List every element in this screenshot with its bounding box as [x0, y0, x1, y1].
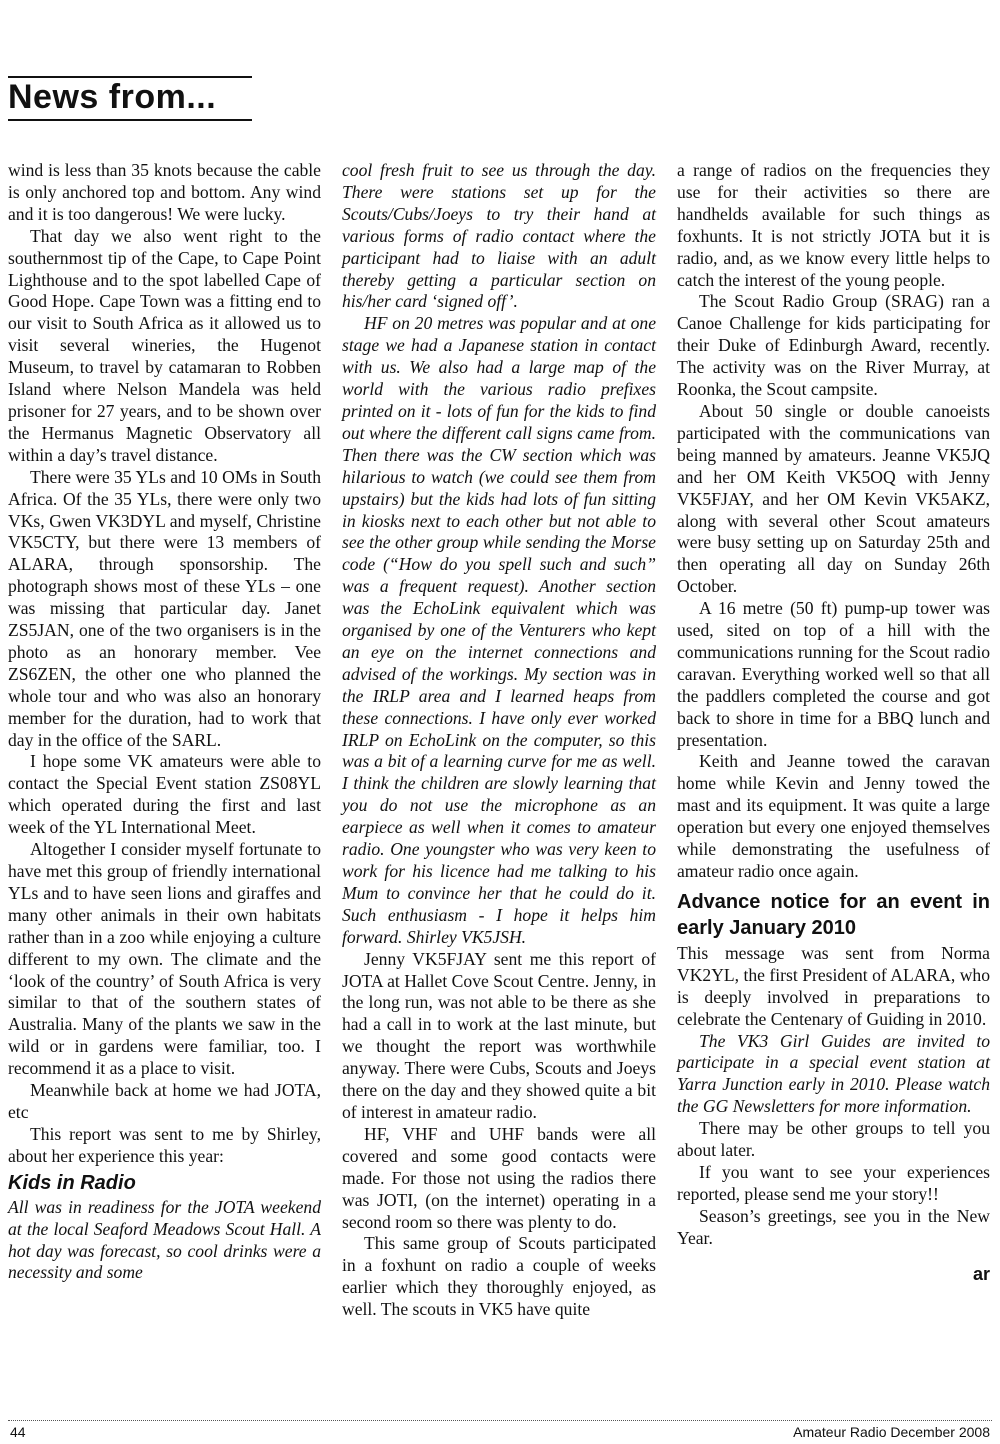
- paragraph: There may be other groups to tell you about later.: [677, 1118, 990, 1161]
- paragraph: Altogether I consider myself fortunate to have met this group of friendly international YLs and to have seen lions and giraffes and many other animals in their own habitats rather than in a zoo while enjoying a culture different to my own. The climate and the ‘look of the country’ of South Africa is very similar to that of the southern states of Australia. Many of the plants we saw in the wild or in gardens were familiar, too. I recommend it as a place to visit.: [8, 839, 321, 1079]
- paragraph: This message was sent from Norma VK2YL, the first President of ALARA, who is deeply involved in preparations to celebrate the Centenary of Guiding in 2010.: [677, 942, 990, 1029]
- paragraph: Keith and Jeanne towed the caravan home while Kevin and Jenny towed the mast and its equipment. It was quite a large operation but every one enjoyed themselves while demonstrating the usefulness of amateur radio once again.: [677, 751, 990, 881]
- paragraph: Meanwhile back at home we had JOTA, etc: [8, 1080, 321, 1122]
- paragraph: The Scout Radio Group (SRAG) ran a Canoe Challenge for kids participating for their Duke of Edinburgh Award, recently. The activity was on the River Murray, at Roonka, the Scout campsite.: [677, 291, 990, 400]
- paragraph: This report was sent to me by Shirley, about her experience this year:: [8, 1123, 321, 1166]
- paragraph: The VK3 Girl Guides are invited to participate in a special event station at Yarra Junction early in 2010. Please watch the GG Newsletters for more information.: [677, 1030, 990, 1117]
- subheading-kids-in-radio: Kids in Radio: [8, 1171, 136, 1194]
- paragraph: All was in readiness for the JOTA weekend at the local Seaford Meadows Scout Hall. A hot day was forecast, so cool drinks were a necessity and some: [8, 1196, 321, 1283]
- column-1: [8, 160, 321, 1284]
- paragraph: Jenny VK5FJAY sent me this report of JOTA at Hallet Cove Scout Centre. Jenny, in the long run, was not able to be there as she had a call in to work at the last minute, but we thought the report was worthwhile anyway. There were Cubs, Scouts and Joeys there on the day and they showed quite a bit of interest in amateur radio.: [342, 948, 656, 1122]
- paragraph: cool fresh fruit to see us through the day. There were stations set up for the Scouts/Cubs/Joeys to try their hand at various forms of radio contact where the participant had to liaise with an adult thereby getting a particular section on his/her card ‘signed off’.: [342, 160, 656, 312]
- paragraph: A 16 metre (50 ft) pump-up tower was used, sited on top of a hill with the communications running for the Scout radio caravan. Everything worked well so that all the paddlers completed the course and got back to shore in time for a BBQ lunch and presentation.: [677, 598, 990, 750]
- paragraph: wind is less than 35 knots because the cable is only anchored top and bottom. Any wind and it is too dangerous! We were lucky.: [8, 160, 321, 224]
- header-bottom-rule: [8, 119, 252, 121]
- paragraph: HF on 20 metres was popular and at one stage we had a Japanese station in contact with us. We also had a large map of the world with the various radio prefixes printed on it - lots of fun for the kids to find out where the different call signs came from. Then there was the CW section which was hilarious to watch (we could see them from upstairs) but the kids had lots of fun sitting in kiosks next to each other but not able to see the other group while sending the Morse code (“How do you spell such and such” was a frequent request). Another section was the EchoLink equivalent which was organised by one of the Venturers who kept an eye on the internet connections and advised of the workings. My section was in the IRLP area and I learned heaps from these connections. I have only ever worked IRLP on EchoLink on the computer, so this was a bit of a learning curve for me as well. I think the children are slowly learning that you do not use the microphone as an earpiece as well when it comes to amateur radio. One youngster who was very keen to work for his licence had me talking to his Mum to convince her that he could do it. Such enthusiasm - I hope it helps him forward. Shirley VK5JSH.: [342, 313, 656, 947]
- section-title: News from...: [8, 78, 217, 116]
- publication-name: Amateur Radio December 2008: [793, 1424, 990, 1440]
- footer-rule: [8, 1420, 992, 1422]
- paragraph: There were 35 YLs and 10 OMs in South Africa. Of the 35 YLs, there were only two VKs, Gwen VK3DYL and myself, Christine VK5CTY, but there were 13 members of ALARA, through sponsorship. The photograph shows most of these YLs – one was missing that particular day. Janet ZS5JAN, one of the two organisers is in the photo as an honorary member. Vee ZS6ZEN, the other one who planned the whole tour and who was also an honorary member for the duration, had to work that day in the office of the SARL.: [8, 466, 321, 750]
- paragraph: a range of radios on the frequencies they use for their activities so there are handhelds available for such things as foxhunts. It is not strictly JOTA but it is radio, and, as we know every little helps to catch the interest of the young people.: [677, 160, 990, 290]
- paragraph: Season’s greetings, see you in the New Year.: [677, 1205, 990, 1248]
- end-mark: ar: [972, 1263, 990, 1284]
- paragraph: That day we also went right to the southernmost tip of the Cape, to Cape Point Lighthouse and to the spot labelled Cape of Good Hope. Cape Town was a fitting end to our visit to South Africa as it allowed us to visit several wineries, the Hugenot Museum, to travel by catamaran to Robben Island where Nelson Mandela was held prisoner for 27 years, and to be shown over the Hermanus Magnetic Observatory all within a day’s travel distance.: [8, 225, 321, 465]
- paragraph: About 50 single or double canoeists participated with the communications van being manned by amateurs. Jeanne VK5JQ and her OM Keith VK5OQ with Jenny VK5FJAY, and her OM Kevin VK5AKZ, along with several other Scout amateurs were busy setting up on Saturday 25th and then operating all day on Sunday 26th October.: [677, 400, 990, 597]
- paragraph: This same group of Scouts participated in a foxhunt on radio a couple of weeks earlier which they thoroughly enjoyed, as well. The scouts in VK5 have quite: [342, 1233, 656, 1320]
- column-3: [677, 160, 990, 1286]
- column-2: [342, 160, 656, 1321]
- page-number: 44: [10, 1424, 26, 1440]
- paragraph: If you want to see your experiences reported, please send me your story!!: [677, 1161, 990, 1204]
- paragraph: HF, VHF and UHF bands were all covered and some good contacts were made. For those not using the radios there was JOTI, (on the internet) operating in a second room so there was plenty to do.: [342, 1123, 656, 1232]
- subheading-advance-notice: Advance notice for an event in early January 2010: [677, 890, 990, 939]
- paragraph: I hope some VK amateurs were able to contact the Special Event station ZS08YL which operated during the first and last week of the YL International Meet.: [8, 751, 321, 838]
